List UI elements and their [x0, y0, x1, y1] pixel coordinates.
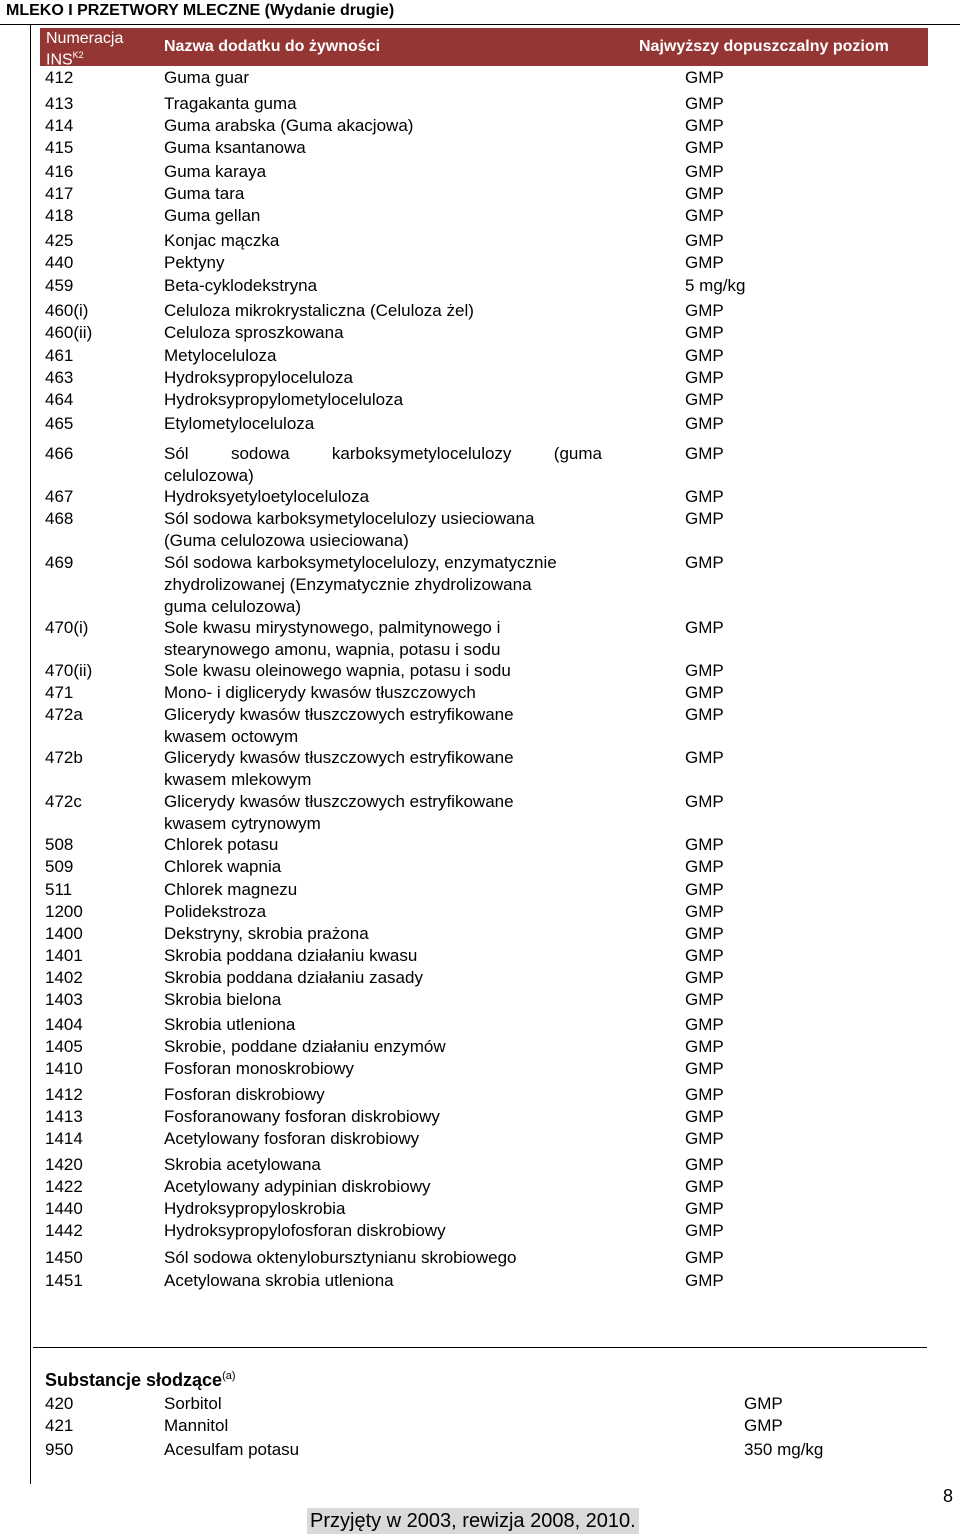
ins-code: 472c	[45, 792, 82, 811]
max-level: GMP	[685, 184, 724, 203]
additive-name: Polidekstroza	[164, 902, 267, 921]
ins-code: 508	[45, 835, 74, 854]
max-level: GMP	[685, 253, 724, 272]
ins-code: 1405	[45, 1037, 83, 1056]
table-bottom-rule	[33, 1347, 927, 1348]
additive-name: Pektyny	[164, 253, 225, 272]
max-level: GMP	[685, 444, 724, 463]
max-level: GMP	[685, 1129, 724, 1148]
max-level: GMP	[685, 231, 724, 250]
max-level: GMP	[685, 968, 724, 987]
additive-name: Hydroksypropyloskrobia	[164, 1199, 346, 1218]
max-level: GMP	[685, 990, 724, 1009]
page-number: 8	[943, 1486, 954, 1506]
max-level: GMP	[685, 835, 724, 854]
max-level: GMP	[685, 857, 724, 876]
max-level: GMP	[685, 792, 724, 811]
ins-code: 412	[45, 68, 74, 87]
ins-code: 1412	[45, 1085, 83, 1104]
additive-name: Sól sodowa oktenylobursztynianu skrobiowego	[164, 1248, 517, 1267]
additive-name: Guma karaya	[164, 162, 267, 181]
max-level: GMP	[685, 68, 724, 87]
header-max-level: Najwyższy dopuszczalny poziom	[639, 38, 889, 55]
ins-code: 460(ii)	[45, 323, 93, 342]
max-level: GMP	[685, 116, 724, 135]
additive-name: Skrobia poddana działaniu zasady	[164, 968, 423, 987]
ins-code: 464	[45, 390, 74, 409]
ins-code: 511	[45, 880, 73, 899]
max-level: GMP	[685, 206, 724, 225]
ins-code: 418	[45, 206, 74, 225]
ins-code: 440	[45, 253, 74, 272]
additive-name: Mono- i diglicerydy kwasów tłuszczowych	[164, 683, 476, 702]
additive-name: Fosforanowany fosforan diskrobiowy	[164, 1107, 440, 1126]
ins-code: 1442	[45, 1221, 83, 1240]
max-level: GMP	[685, 1155, 724, 1174]
ins-code: 468	[45, 509, 74, 528]
additive-name: Chlorek potasu	[164, 835, 279, 854]
max-level: GMP	[685, 661, 724, 680]
sweetener-name: Mannitol	[164, 1416, 229, 1435]
max-level: GMP	[685, 1059, 724, 1078]
ins-code: 509	[45, 857, 74, 876]
additive-name: Fosforan monoskrobiowy	[164, 1059, 354, 1078]
additive-name: Acetylowana skrobia utleniona	[164, 1271, 394, 1290]
ins-code: 1200	[45, 902, 83, 921]
additive-name: Tragakanta guma	[164, 94, 297, 113]
additive-name: Sole kwasu mirystynowego, palmitynowego i stearynowego amonu, wapnia, potasu i sodu	[164, 618, 501, 659]
additive-name: Hydroksypropylometyloceluloza	[164, 390, 404, 409]
max-level: GMP	[685, 1271, 724, 1290]
ins-code: 465	[45, 414, 74, 433]
ins-code: 470(i)	[45, 618, 89, 637]
sweeteners-title: Substancje słodzące$^{(a)}$	[45, 1370, 236, 1390]
ins-code: 461	[45, 346, 74, 365]
additive-name: Glicerydy kwasów tłuszczowych estryfikowane kwasem cytrynowym	[164, 792, 514, 833]
document-title: MLEKO I PRZETWORY MLECZNE (Wydanie drugie)	[6, 2, 395, 19]
max-level: GMP	[685, 618, 724, 637]
ins-code: 416	[45, 162, 74, 181]
ins-code: 1401	[45, 946, 83, 965]
additive-name: Skrobia acetylowana	[164, 1155, 321, 1174]
max-level: GMP	[685, 924, 724, 943]
additive-name: Skrobie, poddane działaniu enzymów	[164, 1037, 446, 1056]
additive-name: Sól sodowa karboksymetylocelulozy (guma celulozowa)	[164, 444, 602, 485]
max-level: GMP	[685, 94, 724, 113]
additive-name: Konjac mączka	[164, 231, 280, 250]
ins-code: 1422	[45, 1177, 83, 1196]
ins-code: 467	[45, 487, 74, 506]
additive-name: Sól sodowa karboksymetylocelulozy, enzymatycznie zhydrolizowanej (Enzymatycznie zhydrolizowana guma celulozowa)	[164, 553, 557, 616]
additive-name: Acetylowany adypinian diskrobiowy	[164, 1177, 431, 1196]
additive-name: Guma tara	[164, 184, 245, 203]
ins-code: 459	[45, 276, 74, 295]
max-level: GMP	[744, 1416, 783, 1435]
ins-code: 425	[45, 231, 74, 250]
max-level: GMP	[685, 414, 724, 433]
additive-name: Guma ksantanowa	[164, 138, 306, 157]
ins-code: 1404	[45, 1015, 83, 1034]
max-level: GMP	[744, 1394, 783, 1413]
ins-code: 415	[45, 138, 74, 157]
additive-name: Skrobia poddana działaniu kwasu	[164, 946, 418, 965]
max-level: GMP	[685, 946, 724, 965]
additive-name: Glicerydy kwasów tłuszczowych estryfikowane kwasem mlekowym	[164, 748, 514, 789]
max-level: GMP	[685, 162, 724, 181]
max-level: GMP	[685, 1221, 724, 1240]
additive-name: Hydroksyetyloetyloceluloza	[164, 487, 370, 506]
ins-code: 421	[45, 1416, 74, 1435]
additive-name: Chlorek wapnia	[164, 857, 282, 876]
header-additive-name: Nazwa dodatku do żywności	[164, 38, 381, 55]
additive-name: Sól sodowa karboksymetylocelulozy usieciowana (Guma celulozowa usieciowana)	[164, 509, 535, 550]
ins-code: 950	[45, 1440, 74, 1459]
max-level: GMP	[685, 705, 724, 724]
additive-name: Skrobia utleniona	[164, 1015, 296, 1034]
max-level: GMP	[685, 487, 724, 506]
additive-name: Dekstryny, skrobia prażona	[164, 924, 369, 943]
max-level: GMP	[685, 1037, 724, 1056]
additive-name: Guma arabska (Guma akacjowa)	[164, 116, 414, 135]
ins-code: 414	[45, 116, 74, 135]
additive-name: Metyloceluloza	[164, 346, 277, 365]
ins-code: 470(ii)	[45, 661, 93, 680]
ins-code: 471	[45, 683, 74, 702]
ins-code: 1402	[45, 968, 83, 987]
ins-code: 1403	[45, 990, 83, 1009]
additive-name: Fosforan diskrobiowy	[164, 1085, 325, 1104]
additive-name: Glicerydy kwasów tłuszczowych estryfikowane kwasem octowym	[164, 705, 514, 746]
additive-name: Skrobia bielona	[164, 990, 282, 1009]
max-level: GMP	[685, 301, 724, 320]
additive-name: Guma guar	[164, 68, 250, 87]
footer-note: Przyjęty w 2003, rewizja 2008, 2010.	[307, 1508, 639, 1534]
additive-name: Sole kwasu oleinowego wapnia, potasu i sodu	[164, 661, 511, 680]
ins-code: 1414	[45, 1129, 83, 1148]
max-level: GMP	[685, 1085, 724, 1104]
table-header	[40, 28, 928, 69]
additive-name: Celuloza sproszkowana	[164, 323, 344, 342]
ins-code: 417	[45, 184, 74, 203]
ins-code: 1420	[45, 1155, 83, 1174]
max-level: GMP	[685, 138, 724, 157]
additive-name: Celuloza mikrokrystaliczna (Celuloza żel)	[164, 301, 474, 320]
ins-code: 1400	[45, 924, 83, 943]
ins-code: 472b	[45, 748, 83, 767]
ins-code: 413	[45, 94, 74, 113]
ins-code: 1410	[45, 1059, 83, 1078]
left-margin-rule	[30, 24, 31, 1484]
sweetener-name: Acesulfam potasu	[164, 1440, 300, 1459]
max-level: GMP	[685, 346, 724, 365]
max-level: GMP	[685, 1177, 724, 1196]
ins-code: 420	[45, 1394, 74, 1413]
ins-code: 472a	[45, 705, 83, 724]
max-level: GMP	[685, 1015, 724, 1034]
additive-name: Beta-cyklodekstryna	[164, 276, 318, 295]
max-level: GMP	[685, 1107, 724, 1126]
title-rule	[0, 24, 960, 25]
max-level: GMP	[685, 509, 724, 528]
additive-name: Hydroksypropylofosforan diskrobiowy	[164, 1221, 446, 1240]
max-level: 350 mg/kg	[744, 1440, 824, 1459]
ins-code: 466	[45, 444, 74, 463]
ins-code: 460(i)	[45, 301, 89, 320]
ins-code: 1440	[45, 1199, 83, 1218]
ins-code: 469	[45, 553, 74, 572]
max-level: GMP	[685, 880, 724, 899]
ins-code: 463	[45, 368, 74, 387]
max-level: GMP	[685, 323, 724, 342]
max-level: GMP	[685, 1248, 724, 1267]
header-numbering: Numeracja $INS^{K2}$	[46, 30, 124, 69]
max-level: 5 mg/kg	[685, 276, 746, 295]
max-level: GMP	[685, 683, 724, 702]
max-level: GMP	[685, 748, 724, 767]
max-level: GMP	[685, 1199, 724, 1218]
additive-name: Guma gellan	[164, 206, 261, 225]
max-level: GMP	[685, 390, 724, 409]
ins-code: 1413	[45, 1107, 83, 1126]
ins-code: 1451	[45, 1271, 83, 1290]
additive-name: Chlorek magnezu	[164, 880, 298, 899]
max-level: GMP	[685, 368, 724, 387]
additive-name: Acetylowany fosforan diskrobiowy	[164, 1129, 420, 1148]
ins-code: 1450	[45, 1248, 83, 1267]
additive-name: Hydroksypropyloceluloza	[164, 368, 353, 387]
additive-name: Etylometyloceluloza	[164, 414, 315, 433]
max-level: GMP	[685, 902, 724, 921]
sweetener-name: Sorbitol	[164, 1394, 222, 1413]
max-level: GMP	[685, 553, 724, 572]
